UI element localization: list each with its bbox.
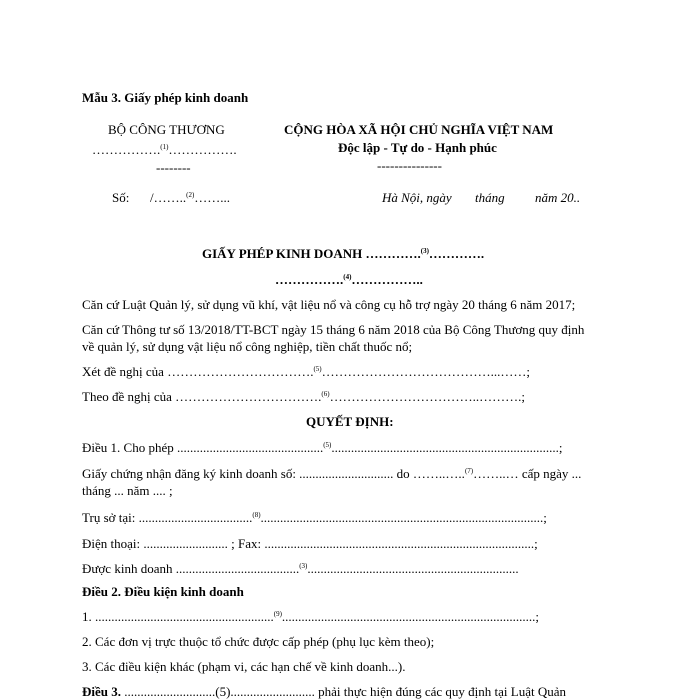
business-registration-line: Giấy chứng nhận đăng ký kinh doanh số: ............................. do ……..…..$^{(7)}$……..… cấp ngày ... — [82, 466, 582, 481]
document-title-line2: …………….$^{(4)}$…………….. — [275, 272, 423, 287]
request-line: Xét đề nghị của …………………………….$^{(5)}$…………………………………...……; — [82, 364, 530, 379]
right-separator: --------------- — [377, 158, 442, 173]
date-month: tháng — [475, 190, 505, 205]
article1-permit: Điều 1. Cho phép .............................................$^{(5)}$......................................................................; — [82, 440, 563, 455]
condition-item-3: 3. Các điều kiện khác (phạm vi, các hạn chế về kinh doanh...). — [82, 659, 406, 674]
national-motto: Độc lập - Tự do - Hạnh phúc — [338, 140, 497, 155]
document-number-label: Số: — [112, 190, 130, 205]
proposal-line: Theo đề nghị của …………………………….$^{(6)}$……………………………..……….; — [82, 389, 525, 404]
footnote-marker: (9) — [273, 610, 282, 618]
business-registration-date: tháng ... năm .... ; — [82, 483, 173, 498]
document-title: GIẤY PHÉP KINH DOANH ………….$^{(3)}$…………. — [202, 246, 485, 261]
footnote-marker: (4) — [343, 273, 352, 281]
article3-line: Điều 3. ............................(5).......................... phải thực hiện đúng các quy định tại Luật Quản — [82, 684, 566, 699]
legal-basis-2-cont: về quản lý, sử dụng vật liệu nổ công nghiệp, tiền chất thuốc nổ; — [82, 339, 413, 354]
date-place: Hà Nội, ngày — [382, 190, 452, 205]
footnote-marker: (5) — [323, 441, 332, 449]
footnote-marker: (1) — [160, 143, 169, 151]
left-separator: -------- — [156, 160, 191, 175]
head-office-line: Trụ sở tại: ...................................$^{(8)}$.......................................................................................; — [82, 510, 547, 525]
form-label: Mẫu 3. Giấy phép kinh doanh — [82, 90, 249, 105]
legal-basis-1: Căn cứ Luật Quản lý, sử dụng vũ khí, vật liệu nổ và công cụ hỗ trợ ngày 20 tháng 6 năm 2017; — [82, 297, 576, 312]
decision-heading: QUYẾT ĐỊNH: — [306, 414, 394, 429]
footnote-marker: (8) — [252, 511, 261, 519]
footnote-marker: (2) — [186, 191, 195, 199]
footnote-marker: (5) — [313, 365, 322, 373]
footnote-marker: (6) — [321, 390, 330, 398]
agency-subunit-line: …………….$^{(1)}$……………. — [92, 142, 237, 157]
footnote-marker: (3) — [420, 247, 429, 255]
document-number: /……..$^{(2)}$……... — [150, 190, 231, 205]
phone-fax-line: Điện thoại: .......................... ; Fax: ...................................................................................; — [82, 536, 538, 551]
condition-item-1: 1. .......................................................$^{(9)}$..............................................................................; — [82, 609, 540, 624]
article2-heading: Điều 2. Điều kiện kinh doanh — [82, 584, 244, 599]
permitted-business-line: Được kinh doanh ......................................$^{(3)}$................................................................. — [82, 561, 519, 576]
article3-label: Điều 3. — [82, 684, 121, 699]
national-title: CỘNG HÒA XÃ HỘI CHỦ NGHĨA VIỆT NAM — [284, 122, 554, 137]
date-year: năm 20.. — [535, 190, 581, 205]
footnote-marker: (3) — [299, 562, 308, 570]
legal-basis-2: Căn cứ Thông tư số 13/2018/TT-BCT ngày 15 tháng 6 năm 2018 của Bộ Công Thương quy định — [82, 322, 585, 337]
issuing-agency: BỘ CÔNG THƯƠNG — [108, 122, 225, 137]
footnote-marker: (7) — [464, 467, 474, 475]
condition-item-2: 2. Các đơn vị trực thuộc tổ chức được cấp phép (phụ lục kèm theo); — [82, 634, 435, 649]
